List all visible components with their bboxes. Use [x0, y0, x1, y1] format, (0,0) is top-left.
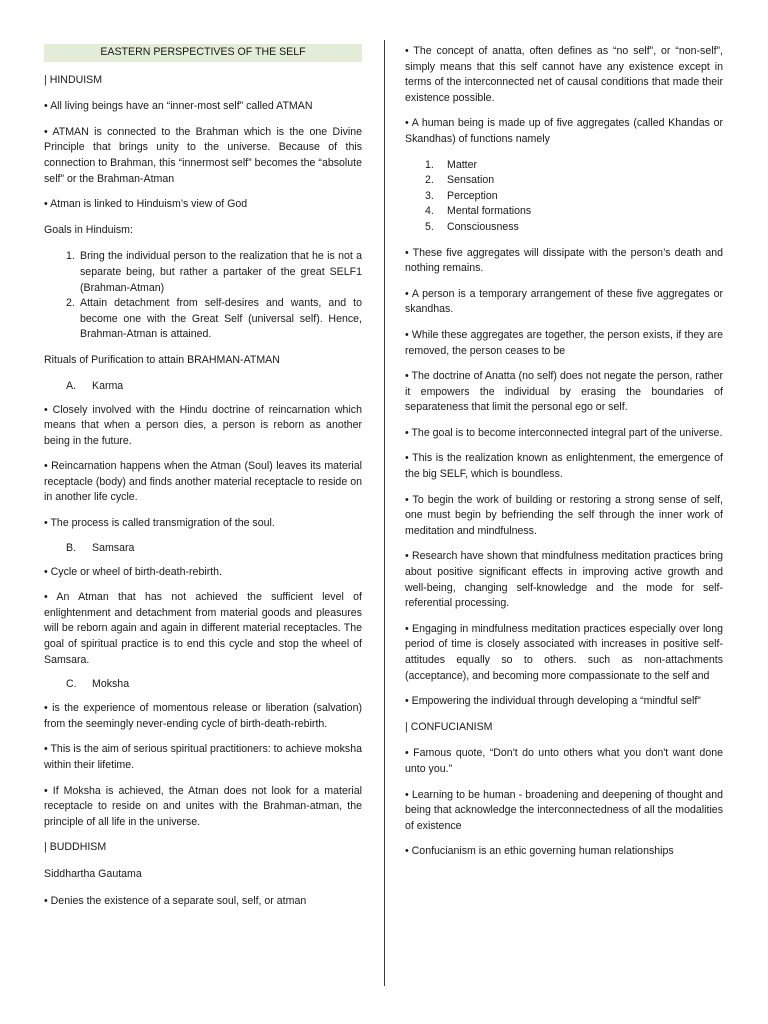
paragraph: • The doctrine of Anatta (no self) does not negate the person, rather it empowers the individual by erasing the boundaries of separateness that limit the personal ego or self.	[405, 370, 723, 414]
list-item	[405, 189, 723, 205]
list-item	[44, 249, 362, 296]
subheading-karma	[44, 380, 362, 392]
paragraph: • The goal is to become interconnected integral part of the universe.	[405, 426, 723, 439]
goals-heading: Goals in Hinduism:	[44, 223, 133, 236]
paragraph: • A human being is made up of five aggregates (called Khandas or Skandhas) of functions namely	[405, 117, 723, 145]
list-item	[405, 220, 723, 236]
paragraph: • ATMAN is connected to the Brahman which is the one Divine Principle that brings unity to the universe. Because of this connection to Brahman, this “innermost self” becomes the “absolute self” or the Brahman-Atman	[44, 125, 362, 185]
paragraph: • Closely involved with the Hindu doctrine of reincarnation which means that when a person dies, a person is reborn as another being in the future.	[44, 403, 362, 447]
sub-title: Karma	[92, 379, 124, 392]
column-divider	[384, 40, 385, 986]
list-number: 1.	[425, 158, 434, 171]
list-text: Bring the individual person to the realization that he is not a separate being, but rather a partaker of the great SELF1 (Brahman-Atman)	[80, 250, 362, 294]
section-heading-hinduism: | HINDUISM	[44, 73, 103, 86]
paragraph: • Engaging in mindfulness meditation practices especially over long period of time is closely associated with increases in positive self-attitudes equally so to others. such as non-attachments (acceptance), and becoming more compassionate to the self and	[405, 622, 723, 682]
list-number: 1.	[66, 250, 75, 263]
paragraph: • Learning to be human - broadening and deepening of thought and being that acknowledge the interconnectedness of all the modalities of existence	[405, 788, 723, 832]
section-heading-confucianism: | CONFUCIANISM	[405, 720, 493, 733]
list-item	[405, 204, 723, 220]
paragraph: • is the experience of momentous release or liberation (salvation) from the seemingly never-ending cycle of birth-death-rebirth.	[44, 702, 362, 730]
paragraph: • Denies the existence of a separate soul, self, or atman	[44, 894, 307, 907]
list-text: Sensation	[447, 174, 495, 187]
sub-title: Moksha	[92, 678, 130, 691]
list-item	[405, 173, 723, 189]
list-number: 5.	[425, 220, 434, 233]
sub-letter: B.	[66, 541, 77, 554]
paragraph: • This is the aim of serious spiritual practitioners: to achieve moksha within their lifetime.	[44, 743, 362, 771]
paragraph: • While these aggregates are together, the person exists, if they are removed, the person ceases to be	[405, 328, 723, 357]
page-title: EASTERN PERSPECTIVES OF THE SELF	[44, 44, 362, 62]
list-text: Matter	[447, 158, 478, 171]
paragraph: • Cycle or wheel of birth-death-rebirth.	[44, 565, 222, 578]
paragraph: • Famous quote, “Don't do unto others what you don't want done unto you.”	[405, 747, 723, 775]
paragraph: • This is the realization known as enlightenment, the emergence of the big SELF, which is boundless.	[405, 452, 723, 481]
goals-list	[44, 249, 362, 343]
aggregates-list	[405, 158, 723, 236]
list-number: 3.	[425, 189, 434, 202]
paragraph: • To begin the work of building or restoring a strong sense of self, one must begin by befriending the self through the inner work of meditation and mindfulness.	[405, 493, 723, 537]
list-number: 4.	[425, 205, 434, 218]
sub-letter: A.	[66, 379, 77, 392]
paragraph: • The concept of anatta, often defines as “no self”, or “non-self”, simply means that this self cannot have any existence except in terms of the interconnected net of causal conditions that made their existence possible.	[405, 45, 723, 104]
subheading-samsara	[44, 542, 362, 554]
section-heading-buddhism: | BUDDHISM	[44, 841, 107, 854]
list-text: Attain detachment from self-desires and wants, and to become one with the Great Self (universal self). Hence, Brahman-Atman is attained.	[80, 297, 362, 341]
sub-letter: C.	[66, 678, 77, 691]
subheading-moksha	[44, 678, 362, 690]
paragraph: • These five aggregates will dissipate with the person’s death and nothing remains.	[405, 246, 723, 275]
paragraph: • Research have shown that mindfulness meditation practices bring about positive significant effects in improving active growth and well-being, changing self-knowledge and the mode for self-referential processing.	[405, 550, 723, 610]
paragraph: • If Moksha is achieved, the Atman does not look for a material receptacle to reside on and unites with the Brahman-atman, the principle of all life in the universe.	[44, 784, 362, 828]
paragraph: • Empowering the individual through developing a “mindful self”	[405, 695, 701, 708]
paragraph: • A person is a temporary arrangement of these five aggregates or skandhas.	[405, 287, 723, 316]
paragraph: • An Atman that has not achieved the sufficient level of enlightenment and detachment from material goods and pleasures will be reborn again and again in different material receptacles. The goal of spiritual practice is to end this cycle and stop the wheel of Samsara.	[44, 591, 362, 666]
paragraph: • Confucianism is an ethic governing human relationships	[405, 845, 674, 858]
list-text: Perception	[447, 189, 498, 202]
list-text: Mental formations	[447, 205, 532, 218]
list-item	[405, 158, 723, 174]
paragraph: • All living beings have an “inner-most self” called ATMAN	[44, 100, 313, 113]
list-number: 2.	[66, 297, 75, 310]
paragraph: • Atman is linked to Hinduism’s view of God	[44, 198, 248, 211]
right-column	[405, 44, 723, 870]
paragraph: • Reincarnation happens when the Atman (Soul) leaves its material receptacle (body) and finds another material receptacle to reside on in another life cycle.	[44, 460, 362, 504]
siddhartha-heading: Siddhartha Gautama	[44, 867, 142, 880]
list-item	[44, 296, 362, 343]
list-number: 2.	[425, 174, 434, 187]
list-text: Consciousness	[447, 220, 519, 233]
paragraph: • The process is called transmigration of the soul.	[44, 517, 275, 530]
rituals-heading: Rituals of Purification to attain BRAHMAN-ATMAN	[44, 353, 280, 366]
left-column	[44, 44, 362, 919]
sub-title: Samsara	[92, 541, 135, 554]
